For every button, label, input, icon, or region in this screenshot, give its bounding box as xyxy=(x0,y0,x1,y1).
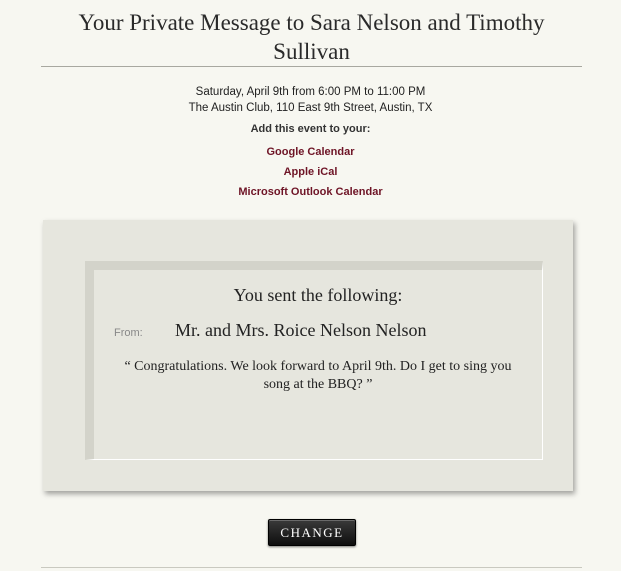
outlook-calendar-link[interactable]: Microsoft Outlook Calendar xyxy=(238,186,383,198)
from-label: From: xyxy=(114,327,143,339)
sender-name: Mr. and Mrs. Roice Nelson Nelson xyxy=(175,320,427,340)
page-title: Your Private Message to Sara Nelson and Timothy Sullivan xyxy=(78,10,545,64)
event-location: The Austin Club, 110 East 9th Street, Austin, TX xyxy=(188,102,433,114)
event-info xyxy=(0,84,621,116)
message-frame xyxy=(85,261,543,460)
google-calendar-link[interactable]: Google Calendar xyxy=(266,146,355,158)
sent-heading: You sent the following: xyxy=(233,285,403,305)
title-divider xyxy=(41,66,582,67)
message-text: “ Congratulations. We look forward to April 9th. Do I get to sing you song at the BBQ? ” xyxy=(124,359,512,392)
add-to-calendar-label: Add this event to your: xyxy=(250,123,371,135)
change-button[interactable]: CHANGE xyxy=(268,519,356,546)
bottom-divider xyxy=(41,567,582,568)
calendar-links xyxy=(0,142,621,202)
apple-ical-link[interactable]: Apple iCal xyxy=(283,166,338,178)
message-card xyxy=(43,220,573,491)
event-datetime: Saturday, April 9th from 6:00 PM to 11:00 PM xyxy=(195,86,426,98)
